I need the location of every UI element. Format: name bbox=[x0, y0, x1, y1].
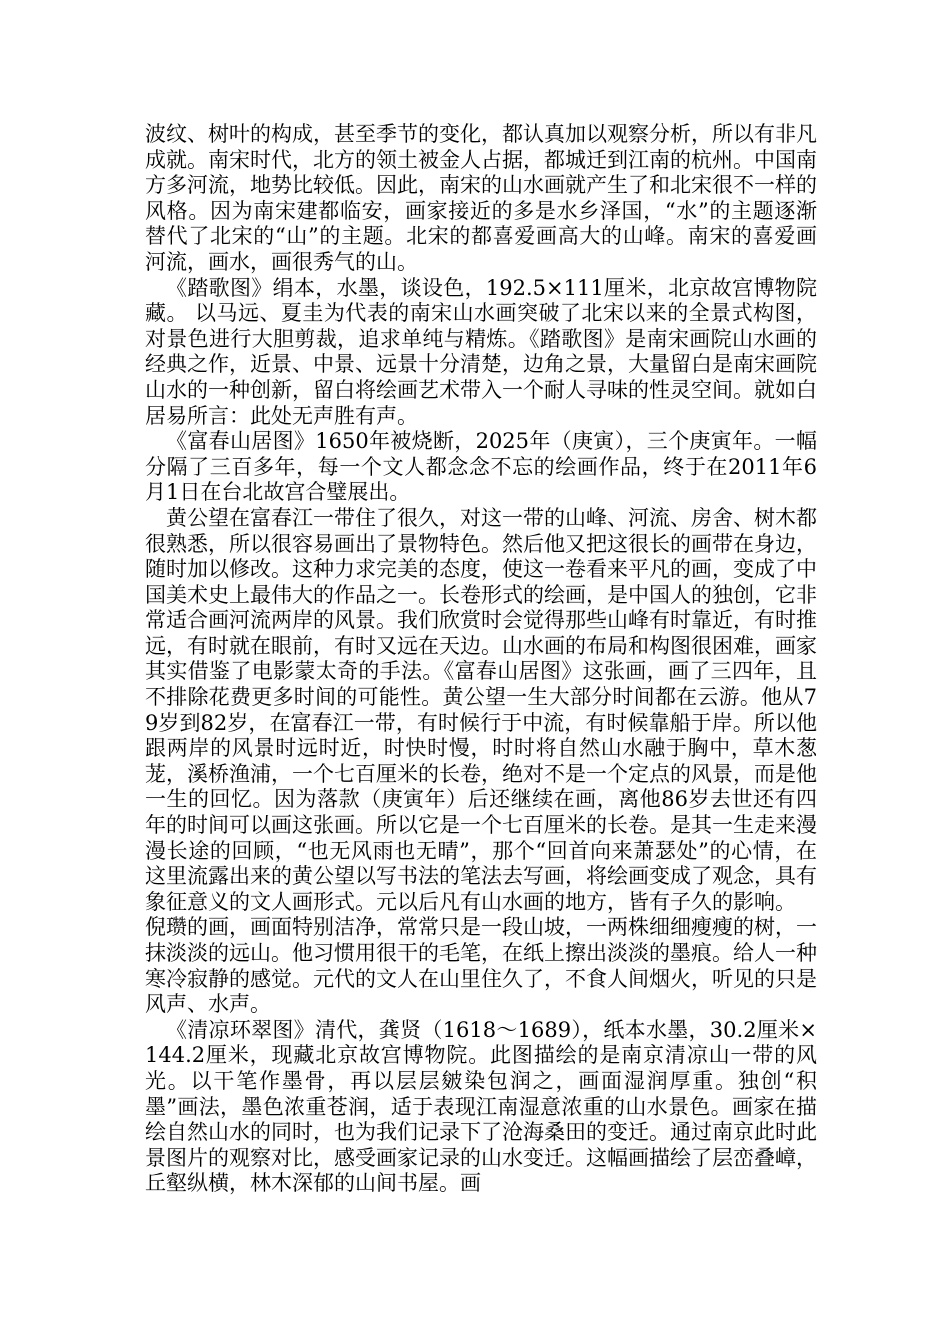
paragraph-ni-zan: 倪瓒的画，画面特别洁净，常常只是一段山坡，一两株细细瘦瘦的树，一抹淡淡的远山。他习惯用很干的毛笔，在纸上擦出淡淡的墨痕。给人一种寒冷寂静的感觉。元代的文人在山里住久了，不食人间烟火，听见的只是风声、水声。 bbox=[145, 915, 817, 1017]
document-page bbox=[145, 122, 817, 1197]
paragraph-tage-tu: 《踏歌图》绢本，水墨，谈设色，192.5×111厘米，北京故宫博物院藏。 以马远、夏圭为代表的南宋山水画突破了北宋以来的全景式构图，对景色进行大胆剪裁，追求单纯与精炼。《踏歌图》是南宋画院山水画的经典之作，近景、中景、远景十分清楚，边角之景，大量留白是南宋画院山水的一种创新，留白将绘画艺术带入一个耐人寻味的性灵空间。就如白居易所言：此处无声胜有声。 bbox=[145, 275, 817, 428]
paragraph-qingliang-huancui-tu: 《清凉环翠图》清代，龚贤（1618～1689），纸本水墨，30.2厘米×144.2厘米，现藏北京故宫博物院。此图描绘的是南京清凉山一带的风光。以干笔作墨骨，再以层层皴染包润之，画面湿润厚重。独创“积墨”画法，墨色浓重苍润，适于表现江南湿意浓重的山水景色。画家在描绘自然山水的同时，也为我们记录下了沧海桑田的变迁。通过南京此时此景图片的观察对比，感受画家记录的山水变迁。这幅画描绘了层峦叠嶂，丘壑纵横，林木深郁的山间书屋。画 bbox=[145, 1017, 817, 1196]
paragraph-southern-song-landscape: 波纹、树叶的构成，甚至季节的变化，都认真加以观察分析，所以有非凡成就。南宋时代，北方的领土被金人占据，都城迁到江南的杭州。中国南方多河流，地势比较低。因此，南宋的山水画就产生了和北宋很不一样的风格。因为南宋建都临安，画家接近的多是水乡泽国，“水”的主题逐渐替代了北宋的“山”的主题。北宋的都喜爱画高大的山峰。南宋的喜爱画河流，画水，画很秀气的山。 bbox=[145, 122, 817, 274]
paragraph-fuchun-shanju-tu: 《富春山居图》1650年被烧断，2025年（庚寅），三个庚寅年。一幅分隔了三百多年，每一个文人都念念不忘的绘画作品，终于在2011年6月1日在台北故宫合璧展出。 bbox=[145, 429, 817, 505]
paragraph-huang-gongwang: 黄公望在富春江一带住了很久，对这一带的山峰、河流、房舍、树木都很熟悉，所以很容易画出了景物特色。然后他又把这很长的画带在身边，随时加以修改。这种力求完美的态度，使这一卷看来平凡的画，变成了中国美术史上最伟大的作品之一。长卷形式的绘画，是中国人的独创，它非常适合画河流两岸的风景。我们欣赏时会觉得那些山峰有时靠近，有时推远，有时就在眼前，有时又远在天边。山水画的布局和构图很困难，画家其实借鉴了电影蒙太奇的手法。《富春山居图》这张画，画了三四年，且不排除花费更多时间的可能性。黄公望一生大部分时间都在云游。他从79岁到82岁，在富春江一带，有时候行于中流，有时候靠船于岸。所以他跟两岸的风景时远时近，时快时慢，时时将自然山水融于胸中，草木葱茏，溪桥渔浦，一个七百厘米的长卷，绝对不是一个定点的风景，而是他一生的回忆。因为落款（庚寅年）后还继续在画，离他86岁去世还有四年的时间可以画这张画。所以它是一个七百厘米的长卷。是其一生走来漫漫长途的回顾，“也无风雨也无晴”，那个“回首向来萧瑟处”的心情，在这里流露出来的黄公望以写书法的笔法去写画，将绘画变成了观念，具有象征意义的文人画形式。元以后凡有山水画的地方，皆有子久的影响。 bbox=[145, 505, 817, 914]
